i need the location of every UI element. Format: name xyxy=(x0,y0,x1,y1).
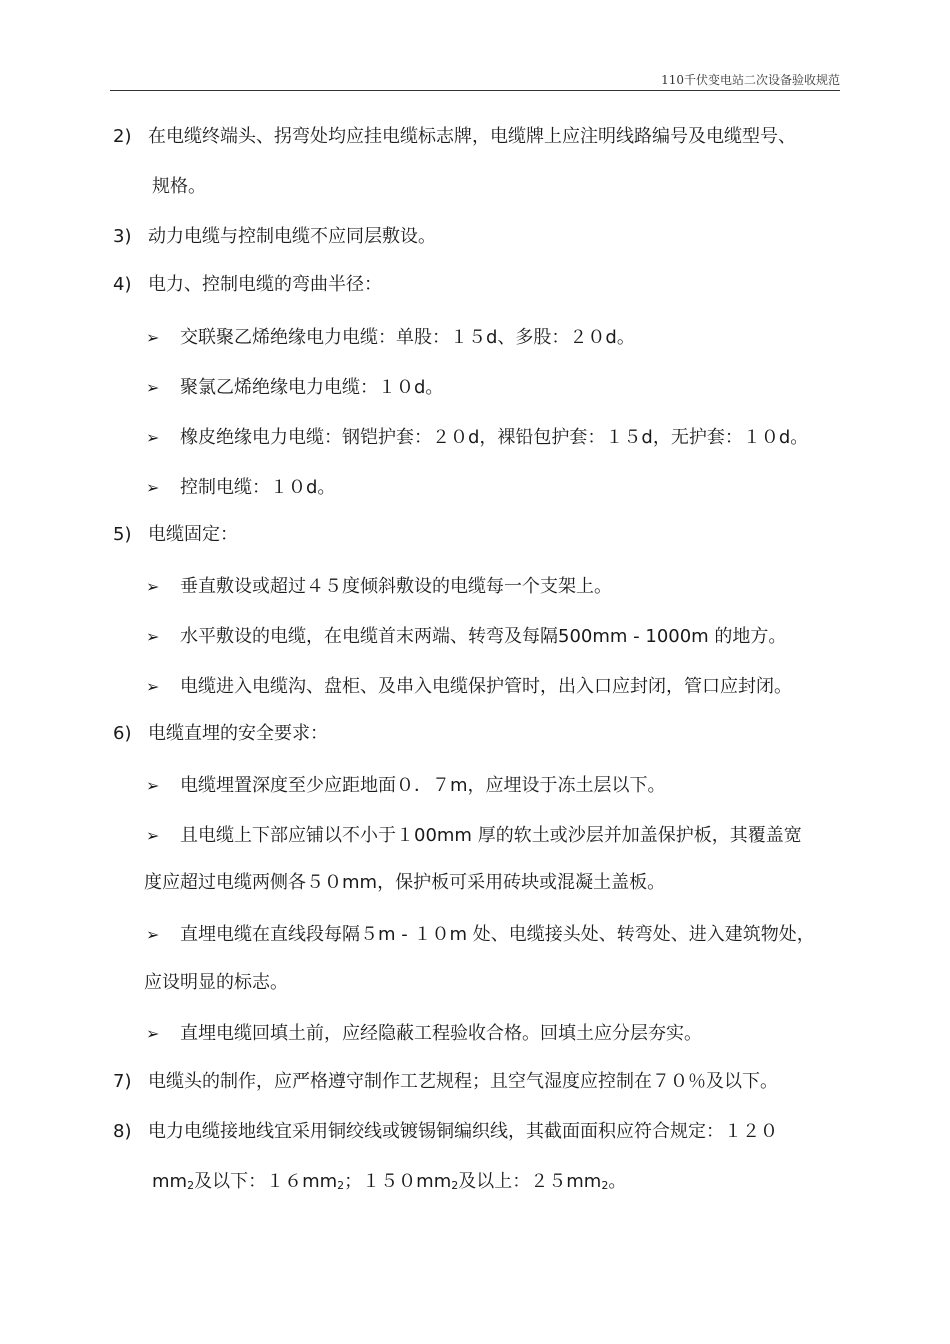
unit-subscript: 2 xyxy=(337,1179,345,1192)
bullet-text: 电缆埋置深度至少应距地面０．７m，应埋设于冻土层以下。 xyxy=(180,775,666,796)
bullet-text-continuation: 度应超过电缆两侧各５０mm，保护板可采用砖块或混凝土盖板。 xyxy=(144,872,666,893)
unit-subscript: 2 xyxy=(187,1179,195,1192)
header-title: 110千伏变电站二次设备验收规范 xyxy=(661,73,840,87)
unit-subscript: 2 xyxy=(451,1179,459,1192)
bullet-arrow-icon: ➢ xyxy=(146,328,160,347)
item-text-continuation: 规格。 xyxy=(152,176,206,197)
item-text: 动力电缆与控制电缆不应同层敷设。 xyxy=(148,226,436,247)
bullet-text: 直埋电缆在直线段每隔５m - １０m 处、电缆接头处、转弯处、进入建筑物处， xyxy=(180,924,815,945)
bullet-arrow-icon: ➢ xyxy=(146,577,160,596)
item-number: 5) xyxy=(113,524,132,545)
bullet-arrow-icon: ➢ xyxy=(146,478,160,497)
bullet-arrow-icon: ➢ xyxy=(146,1024,160,1043)
page-header xyxy=(110,70,840,91)
item-text: 电缆头的制作，应严格遵守制作工艺规程；且空气湿度应控制在７０％及以下。 xyxy=(148,1071,778,1092)
spec-text: 及以上：２５mm xyxy=(458,1171,602,1192)
item-text-continuation xyxy=(152,1169,626,1199)
item-number: 2) xyxy=(113,126,132,147)
bullet-arrow-icon: ➢ xyxy=(146,378,160,397)
bullet-text: 聚氯乙烯绝缘电力电缆：１０d。 xyxy=(180,377,444,398)
item-text: 电缆固定： xyxy=(148,524,238,545)
unit-subscript: 2 xyxy=(601,1179,609,1192)
bullet-arrow-icon: ➢ xyxy=(146,826,160,845)
spec-text: 。 xyxy=(608,1171,627,1192)
bullet-text: 橡皮绝缘电力电缆：钢铠护套：２０d，裸铅包护套：１５d，无护套：１０d。 xyxy=(180,427,809,448)
item-number: 3) xyxy=(113,226,132,247)
bullet-text-continuation: 应设明显的标志。 xyxy=(144,972,288,993)
bullet-arrow-icon: ➢ xyxy=(146,677,160,696)
bullet-arrow-icon: ➢ xyxy=(146,428,160,447)
item-number: 4) xyxy=(113,274,132,295)
item-text: 在电缆终端头、拐弯处均应挂电缆标志牌，电缆牌上应注明线路编号及电缆型号、 xyxy=(148,126,796,147)
item-text: 电缆直埋的安全要求： xyxy=(148,723,328,744)
item-number: 7) xyxy=(113,1071,132,1092)
item-number: 8) xyxy=(113,1121,132,1142)
item-text: 电力电缆接地线宜采用铜绞线或镀锡铜编织线，其截面面积应符合规定：１２０ xyxy=(148,1121,778,1142)
unit-text: mm xyxy=(152,1171,188,1192)
spec-text: ；１５０mm xyxy=(344,1171,452,1192)
item-number: 6) xyxy=(113,723,132,744)
bullet-text: 且电缆上下部应铺以不小于１00mm 厚的软土或沙层并加盖保护板，其覆盖宽 xyxy=(180,825,802,846)
bullet-text: 交联聚乙烯绝缘电力电缆：单股：１５d、多股：２０d。 xyxy=(180,327,635,348)
bullet-arrow-icon: ➢ xyxy=(146,627,160,646)
bullet-text: 直埋电缆回填土前，应经隐蔽工程验收合格。回填土应分层夯实。 xyxy=(180,1023,702,1044)
bullet-arrow-icon: ➢ xyxy=(146,776,160,795)
bullet-arrow-icon: ➢ xyxy=(146,925,160,944)
item-text: 电力、控制电缆的弯曲半径： xyxy=(148,274,382,295)
bullet-text: 水平敷设的电缆，在电缆首末两端、转弯及每隔500mm - 1000m 的地方。 xyxy=(180,626,787,647)
bullet-text: 控制电缆：１０d。 xyxy=(180,477,336,498)
bullet-text: 垂直敷设或超过４５度倾斜敷设的电缆每一个支架上。 xyxy=(180,576,612,597)
bullet-text: 电缆进入电缆沟、盘柜、及串入电缆保护管时，出入口应封闭，管口应封闭。 xyxy=(180,676,792,697)
spec-text: 及以下：１６mm xyxy=(194,1171,338,1192)
